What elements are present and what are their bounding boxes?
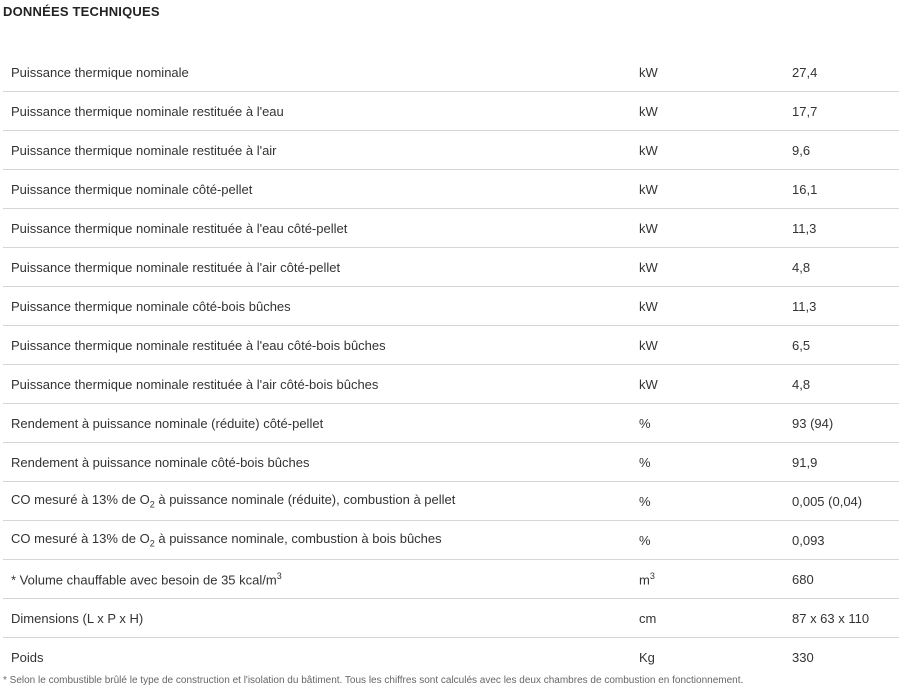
spec-unit: kW [639,209,792,248]
spec-label: Poids [11,649,44,665]
spec-unit: % [639,404,792,443]
specs-table [3,53,899,676]
spec-label-text: * Volume chauffable avec besoin de 35 kcal/m [11,572,277,588]
spec-value: 16,1 [792,170,899,209]
table-row [3,443,899,482]
spec-value: 4,8 [792,248,899,287]
spec-unit: kW [639,326,792,365]
spec-label: Puissance thermique nominale côté-bois bûches [3,287,639,326]
table-row [3,248,899,287]
spec-value: 91,9 [792,443,899,482]
spec-label-text: CO mesuré à 13% de O [11,531,150,547]
spec-unit: kW [639,92,792,131]
spec-unit: % [639,521,792,560]
spec-value: 87 x 63 x 110 [792,599,899,638]
spec-unit: kW [639,170,792,209]
spec-unit-text: m [639,572,650,588]
spec-label-text: à puissance nominale (réduite), combustion à pellet [154,492,456,508]
spec-label [3,560,639,599]
spec-value: 0,093 [792,521,899,560]
table-row [3,170,899,209]
spec-unit: kW [639,53,792,92]
spec-label: Puissance thermique nominale restituée à l'air [3,131,639,170]
table-row [3,599,899,638]
spec-value: 27,4 [792,53,899,92]
spec-value: 93 (94) [792,404,899,443]
section-title: DONNÉES TECHNIQUES [3,4,160,19]
spec-label: Puissance thermique nominale restituée à l'air côté-bois bûches [3,365,639,404]
table-row [3,521,899,560]
spec-value: 17,7 [792,92,899,131]
spec-label: Puissance thermique nominale restituée à l'air côté-pellet [3,248,639,287]
spec-label: Puissance thermique nominale restituée à l'eau [3,92,639,131]
spec-value: 4,8 [792,365,899,404]
spec-label-text: à puissance nominale, combustion à bois bûches [154,531,442,547]
spec-unit: kW [639,131,792,170]
table-row [3,404,899,443]
table-row [3,53,899,92]
spec-value: 0,005 (0,04) [792,482,899,521]
table-row [3,92,899,131]
spec-unit: kW [639,365,792,404]
spec-label [3,482,639,521]
table-row [3,560,899,599]
subscript: 2 [149,499,155,510]
spec-label: Puissance thermique nominale restituée à l'eau côté-pellet [3,209,639,248]
spec-label: Puissance thermique nominale [3,53,639,92]
superscript: 3 [276,570,282,581]
footnote: * Selon le combustible brûlé le type de construction et l'isolation du bâtiment. Tous les chiffres sont calculés avec les deux chambres de combustion en fonctionnement. [3,675,744,686]
table-row [3,638,899,677]
table-row [3,365,899,404]
subscript: 2 [149,538,155,549]
spec-unit: Kg [639,649,655,665]
spec-label: Rendement à puissance nominale côté-bois bûches [3,443,639,482]
spec-unit [639,560,792,599]
table-row [3,482,899,521]
spec-value: 11,3 [792,209,899,248]
spec-unit: cm [639,599,792,638]
table-row [3,326,899,365]
spec-unit: % [639,443,792,482]
spec-label: Rendement à puissance nominale (réduite) côté-pellet [3,404,639,443]
spec-unit: kW [639,248,792,287]
spec-label [3,521,639,560]
table-row [3,287,899,326]
spec-label: Puissance thermique nominale restituée à l'eau côté-bois bûches [3,326,639,365]
spec-unit: kW [639,287,792,326]
spec-value: 11,3 [792,287,899,326]
spec-value: 330 [792,649,814,665]
spec-value: 680 [792,560,899,599]
table-row [3,209,899,248]
table-row [3,131,899,170]
superscript: 3 [649,570,655,581]
spec-value: 6,5 [792,326,899,365]
spec-label: Dimensions (L x P x H) [3,599,639,638]
spec-label-text: CO mesuré à 13% de O [11,492,150,508]
spec-label: Puissance thermique nominale côté-pellet [3,170,639,209]
spec-unit: % [639,482,792,521]
spec-value: 9,6 [792,131,899,170]
